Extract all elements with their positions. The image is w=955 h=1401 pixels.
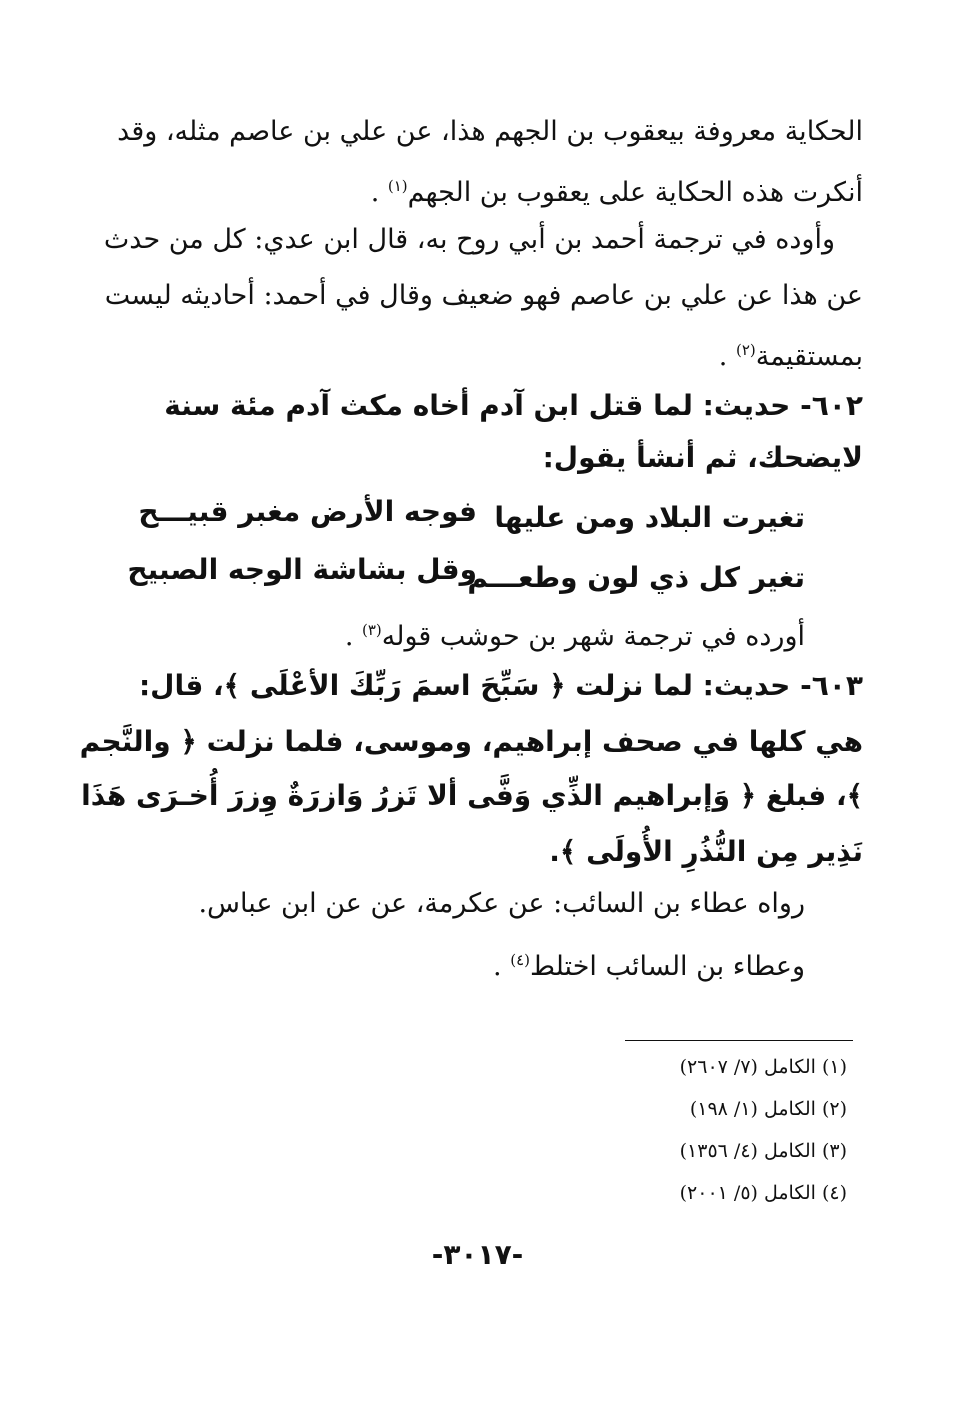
paragraph-2-line-3-text: بمستقيمة bbox=[755, 341, 863, 372]
hadith-602-source-text: أورده في ترجمة شهر بن حوشب قوله bbox=[381, 621, 805, 652]
verse-2-second-hemistich: وقل بشاشة الوجه الصبيح bbox=[127, 553, 477, 586]
paragraph-2-line-3 bbox=[719, 330, 863, 377]
page-number: -٣٠١٧- bbox=[431, 1238, 524, 1271]
footnote-divider bbox=[625, 1040, 853, 1041]
footnote-ref-4: (٤) bbox=[510, 951, 530, 969]
hadith-603-period: . bbox=[493, 951, 502, 982]
hadith-602-period: . bbox=[344, 621, 354, 652]
hadith-603-line-1: ٦٠٣- حديث: لما نزلت ﴿ سَبِّحَ اسمَ رَبِّكَ الأعْلَى ﴾، قال: bbox=[138, 669, 863, 702]
paragraph-2-period: . bbox=[718, 341, 728, 372]
hadith-602-line-2: لايضحك، ثم أنشأ يقول: bbox=[542, 441, 863, 474]
verse-1-second-hemistich: فوجه الأرض مغبر قبيـــح bbox=[138, 495, 477, 528]
paragraph-1-line-1: الحكاية معروفة بيعقوب بن الجهم هذا، عن علي بن عاصم مثله، وقد bbox=[117, 116, 863, 147]
hadith-603-remark bbox=[493, 940, 805, 987]
hadith-603-line-2: هي كلها في صحف إبراهيم، وموسى، فلما نزلت ﴿ والنَّجم bbox=[79, 725, 863, 758]
footnote-ref-2: (٢) bbox=[735, 341, 756, 359]
hadith-603-line-3: ﴾، فبلغ ﴿ وَإبراهيم الذِّي وَفَّى ألا تَزرُ وَازرَةٌ وِزرَ أُخـرَى هَذَا bbox=[81, 779, 863, 812]
paragraph-2-line-1: وأوده في ترجمة أحمد بن أبي روح به، قال ابن عدي: كل من حدث bbox=[103, 224, 835, 255]
footnote-ref-3: (٣) bbox=[362, 621, 382, 639]
hadith-603-narration: رواه عطاء بن السائب: عن عكرمة، عن عن ابن عباس. bbox=[198, 888, 805, 919]
hadith-602-line-1: ٦٠٢- حديث: لما قتل ابن آدم أخاه مكث آدم مئة سنة bbox=[164, 389, 863, 422]
footnote-ref-1: (١) bbox=[387, 177, 408, 195]
paragraph-1-line-2 bbox=[371, 166, 863, 213]
paragraph-1-period: . bbox=[370, 177, 380, 208]
hadith-602-source bbox=[345, 610, 805, 657]
footnote-2: (٢) الكامل (١/ ١٩٨) bbox=[689, 1098, 847, 1120]
footnote-4: (٤) الكامل (٥/ ٢٠٠١) bbox=[679, 1182, 847, 1204]
hadith-603-line-4: نَذِير مِن النُّذُرِ الأُولَى ﴾. bbox=[549, 835, 863, 868]
verse-1-first-hemistich: تغيرت البلاد ومن عليها bbox=[494, 501, 805, 534]
paragraph-1-line-2-text: أنكرت هذه الحكاية على يعقوب بن الجهم bbox=[407, 177, 863, 208]
hadith-603-remark-text: وعطاء بن السائب اختلط bbox=[529, 951, 805, 982]
footnote-3: (٣) الكامل (٤/ ١٣٥٦) bbox=[679, 1140, 847, 1162]
verse-2-first-hemistich: تغير كل ذي لون وطعـــم bbox=[467, 561, 805, 594]
paragraph-2-line-2: عن هذا عن علي بن عاصم فهو ضعيف وقال في أحمد: أحاديثه ليست bbox=[104, 280, 863, 311]
footnote-1: (١) الكامل (٧/ ٢٦٠٧) bbox=[679, 1056, 847, 1078]
